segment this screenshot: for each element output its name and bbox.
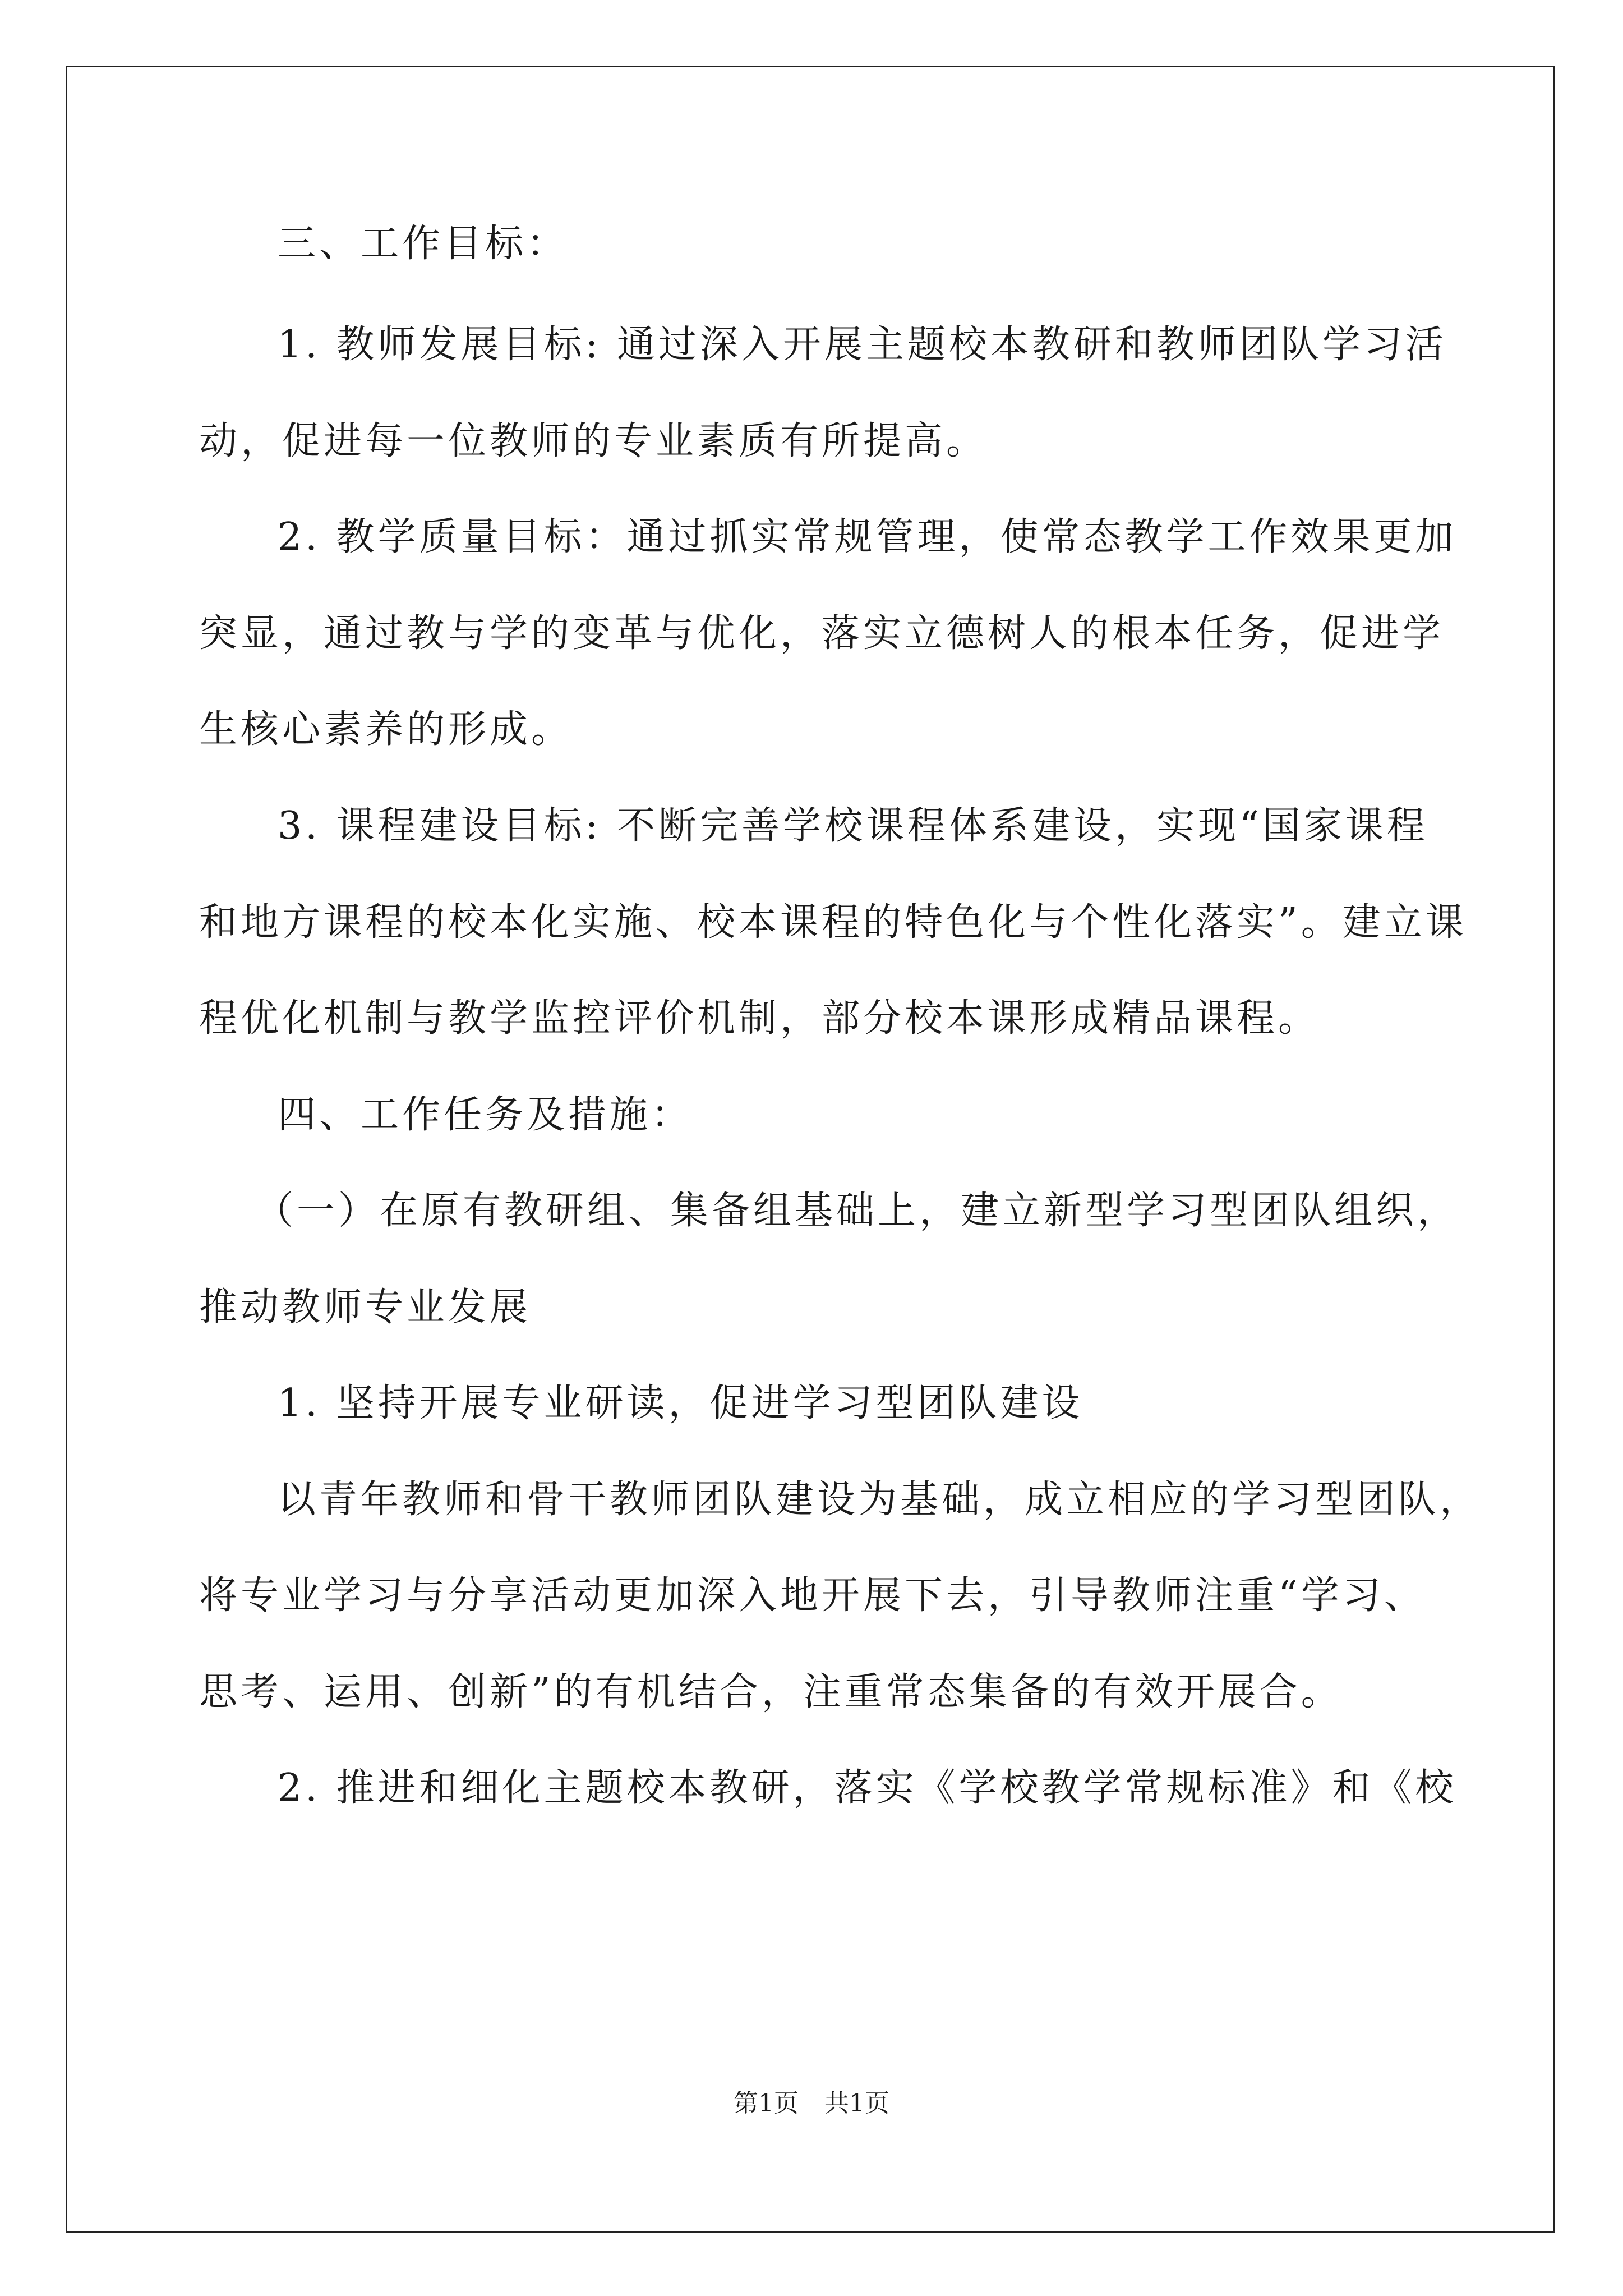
page-footer bbox=[0, 2087, 1623, 2120]
paragraph-line: 生核心素养的形成。 bbox=[199, 707, 573, 752]
paragraph-line: 以青年教师和骨干教师团队建设为基础，成立相应的学习型团队， bbox=[278, 1478, 1482, 1522]
page-total: 共1页 bbox=[824, 2089, 889, 2118]
section-heading-goals: 三、工作目标： bbox=[278, 222, 569, 266]
paragraph-line: 将专业学习与分享活动更加深入地开展下去，引导教师注重“学习、 bbox=[199, 1573, 1426, 1618]
section-heading-tasks: 四、工作任务及措施： bbox=[278, 1093, 693, 1137]
paragraph-line: 1. 坚持开展专业研读，促进学习型团队建设 bbox=[278, 1381, 1083, 1425]
paragraph-line: 1. 教师发展目标: 通过深入开展主题校本教研和教师团队学习活 bbox=[278, 323, 1447, 367]
paragraph-line: 程优化机制与教学监控评价机制，部分校本课形成精品课程。 bbox=[199, 996, 1320, 1041]
paragraph-line: 2. 推进和细化主题校本教研，落实《学校教学常规标准》和《校 bbox=[278, 1766, 1457, 1810]
paragraph-line: 思考、运用、创新”的有机结合，注重常态集备的有效开展合。 bbox=[199, 1670, 1343, 1714]
paragraph-line: 突显，通过教与学的变革与优化，落实立德树人的根本任务，促进学 bbox=[199, 611, 1445, 656]
paragraph-line: 2. 教学质量目标：通过抓实常规管理，使常态教学工作效果更加 bbox=[278, 515, 1457, 559]
paragraph-line: 3. 课程建设目标: 不断完善学校课程体系建设，实现“国家课程 bbox=[278, 804, 1428, 848]
paragraph-line: 推动教师专业发展 bbox=[199, 1285, 532, 1329]
page-number: 第1页 bbox=[734, 2089, 799, 2118]
paragraph-line: 和地方课程的校本化实施、校本课程的特色化与个性化落实”。建立课 bbox=[199, 900, 1467, 945]
page-border bbox=[66, 66, 1555, 2233]
subsection-heading: （一）在原有教研组、集备组基础上，建立新型学习型团队组织， bbox=[255, 1189, 1459, 1233]
paragraph-line: 动，促进每一位教师的专业素质有所提高。 bbox=[199, 419, 988, 463]
